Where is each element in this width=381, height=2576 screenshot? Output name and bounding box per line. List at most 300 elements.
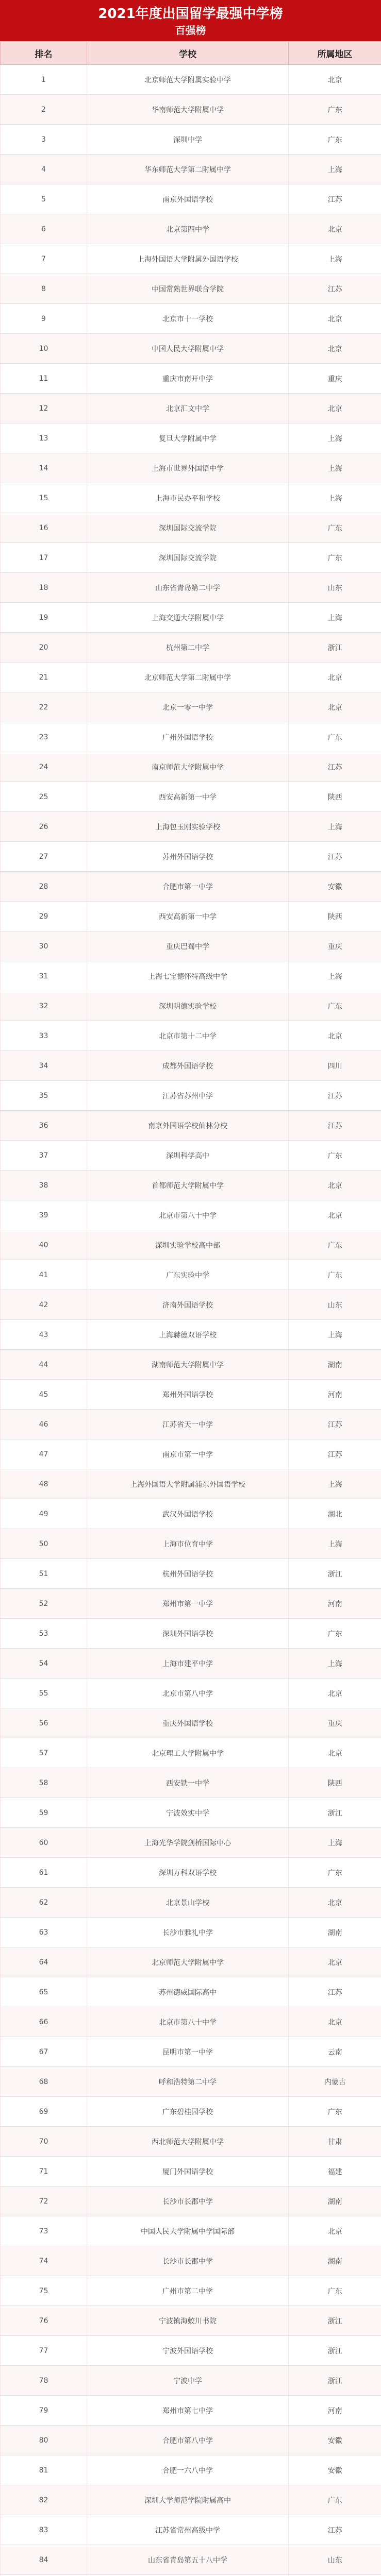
table-row bbox=[1, 1738, 381, 1768]
table-row bbox=[1, 782, 381, 812]
rank-cell: 50 bbox=[1, 1529, 87, 1559]
table-row bbox=[1, 1320, 381, 1350]
table-row bbox=[1, 1081, 381, 1111]
school-cell: 济南外国语学校 bbox=[87, 1290, 289, 1320]
table-row bbox=[1, 1947, 381, 1977]
rank-cell: 31 bbox=[1, 961, 87, 991]
school-cell: 上海赫德双语学校 bbox=[87, 1320, 289, 1350]
region-cell: 安徽 bbox=[289, 872, 381, 902]
table-row bbox=[1, 1380, 381, 1410]
region-cell: 广东 bbox=[289, 543, 381, 573]
rank-cell: 61 bbox=[1, 1858, 87, 1888]
region-cell: 陕西 bbox=[289, 1768, 381, 1798]
region-cell: 北京 bbox=[289, 1947, 381, 1977]
region-cell: 北京 bbox=[289, 65, 381, 95]
school-cell: 厦门外国语学校 bbox=[87, 2157, 289, 2187]
table-row bbox=[1, 364, 381, 394]
rank-cell: 3 bbox=[1, 125, 87, 155]
school-cell: 首都师范大学附属中学 bbox=[87, 1171, 289, 1200]
region-cell: 江苏 bbox=[289, 842, 381, 872]
school-cell: 上海交通大学附属中学 bbox=[87, 603, 289, 633]
table-row bbox=[1, 1200, 381, 1230]
region-cell: 安徽 bbox=[289, 2455, 381, 2485]
table-row bbox=[1, 603, 381, 633]
school-cell: 宁波镇海蛟川书院 bbox=[87, 2306, 289, 2336]
region-cell: 北京 bbox=[289, 394, 381, 423]
table-header-row bbox=[1, 42, 381, 65]
rank-cell: 65 bbox=[1, 1977, 87, 2007]
school-cell: 苏州德威国际高中 bbox=[87, 1977, 289, 2007]
rank-cell: 5 bbox=[1, 184, 87, 214]
school-cell: 合肥一六八中学 bbox=[87, 2455, 289, 2485]
table-row bbox=[1, 991, 381, 1021]
rank-cell: 56 bbox=[1, 1708, 87, 1738]
rank-cell: 70 bbox=[1, 2127, 87, 2157]
rank-cell: 12 bbox=[1, 394, 87, 423]
table-row bbox=[1, 663, 381, 692]
page-title: 2021年度出国留学最强中学榜 bbox=[98, 6, 283, 22]
table-row bbox=[1, 1529, 381, 1559]
table-row bbox=[1, 2246, 381, 2276]
school-cell: 北京市第十二中学 bbox=[87, 1021, 289, 1051]
table-row bbox=[1, 513, 381, 543]
rank-cell: 42 bbox=[1, 1290, 87, 1320]
table-row bbox=[1, 2127, 381, 2157]
rank-cell: 43 bbox=[1, 1320, 87, 1350]
school-cell: 广州市第二中学 bbox=[87, 2276, 289, 2306]
school-cell: 郑州市第一中学 bbox=[87, 1589, 289, 1619]
region-cell: 广东 bbox=[289, 2097, 381, 2127]
rank-cell: 71 bbox=[1, 2157, 87, 2187]
table-row bbox=[1, 1589, 381, 1619]
region-cell: 浙江 bbox=[289, 633, 381, 663]
rank-cell: 35 bbox=[1, 1081, 87, 1111]
rank-cell: 72 bbox=[1, 2187, 87, 2216]
table-row bbox=[1, 214, 381, 244]
rank-cell: 81 bbox=[1, 2455, 87, 2485]
school-cell: 西安高新第一中学 bbox=[87, 902, 289, 931]
table-row bbox=[1, 1439, 381, 1469]
table-row bbox=[1, 752, 381, 782]
rank-cell: 18 bbox=[1, 573, 87, 603]
region-cell: 北京 bbox=[289, 692, 381, 722]
region-cell: 北京 bbox=[289, 214, 381, 244]
school-cell: 北京市第八中学 bbox=[87, 1679, 289, 1708]
rank-cell: 44 bbox=[1, 1350, 87, 1380]
region-cell: 上海 bbox=[289, 1529, 381, 1559]
table-row bbox=[1, 1051, 381, 1081]
region-cell: 上海 bbox=[289, 603, 381, 633]
school-cell: 成都外国语学校 bbox=[87, 1051, 289, 1081]
table-row bbox=[1, 1708, 381, 1738]
school-cell: 北京一零一中学 bbox=[87, 692, 289, 722]
rank-cell: 32 bbox=[1, 991, 87, 1021]
region-cell: 上海 bbox=[289, 483, 381, 513]
table-row bbox=[1, 2216, 381, 2246]
school-cell: 武汉外国语学校 bbox=[87, 1499, 289, 1529]
table-row bbox=[1, 722, 381, 752]
region-cell: 浙江 bbox=[289, 2306, 381, 2336]
table-row bbox=[1, 1469, 381, 1499]
region-cell: 广东 bbox=[289, 2276, 381, 2306]
school-cell: 呼和浩特第二中学 bbox=[87, 2067, 289, 2097]
rank-cell: 84 bbox=[1, 2545, 87, 2575]
school-cell: 西北师范大学附属中学 bbox=[87, 2127, 289, 2157]
school-cell: 上海光华学院剑桥国际中心 bbox=[87, 1828, 289, 1858]
table-row bbox=[1, 2007, 381, 2037]
school-cell: 西安铁一中学 bbox=[87, 1768, 289, 1798]
school-cell: 重庆外国语学校 bbox=[87, 1708, 289, 1738]
table-row bbox=[1, 65, 381, 95]
region-cell: 广东 bbox=[289, 95, 381, 125]
school-cell: 江苏省常州高级中学 bbox=[87, 2515, 289, 2545]
school-cell: 上海市民办平和学校 bbox=[87, 483, 289, 513]
rank-cell: 73 bbox=[1, 2216, 87, 2246]
rank-cell: 11 bbox=[1, 364, 87, 394]
school-cell: 上海外国语大学附属浦东外国语学校 bbox=[87, 1469, 289, 1499]
region-cell: 广东 bbox=[289, 1141, 381, 1171]
school-cell: 复旦大学附属中学 bbox=[87, 423, 289, 453]
rank-cell: 25 bbox=[1, 782, 87, 812]
table-row bbox=[1, 2545, 381, 2575]
table-row bbox=[1, 1410, 381, 1439]
header-region: 所属地区 bbox=[289, 42, 381, 65]
rank-cell: 68 bbox=[1, 2067, 87, 2097]
rank-cell: 22 bbox=[1, 692, 87, 722]
rank-cell: 52 bbox=[1, 1589, 87, 1619]
school-cell: 昆明市第一中学 bbox=[87, 2037, 289, 2067]
rank-cell: 7 bbox=[1, 244, 87, 274]
region-cell: 北京 bbox=[289, 1738, 381, 1768]
table-row bbox=[1, 2336, 381, 2366]
school-cell: 山东省青岛第五十八中学 bbox=[87, 2545, 289, 2575]
rank-cell: 17 bbox=[1, 543, 87, 573]
table-row bbox=[1, 633, 381, 663]
rank-cell: 33 bbox=[1, 1021, 87, 1051]
rank-cell: 69 bbox=[1, 2097, 87, 2127]
header-rank: 排名 bbox=[1, 42, 87, 65]
school-cell: 杭州外国语学校 bbox=[87, 1559, 289, 1589]
rank-cell: 8 bbox=[1, 274, 87, 304]
rank-cell: 82 bbox=[1, 2485, 87, 2515]
school-cell: 合肥市第一中学 bbox=[87, 872, 289, 902]
rank-cell: 46 bbox=[1, 1410, 87, 1439]
region-cell: 陕西 bbox=[289, 902, 381, 931]
table-row bbox=[1, 2037, 381, 2067]
rank-cell: 49 bbox=[1, 1499, 87, 1529]
rank-cell: 59 bbox=[1, 1798, 87, 1828]
rank-cell: 27 bbox=[1, 842, 87, 872]
region-cell: 浙江 bbox=[289, 2336, 381, 2366]
table-row bbox=[1, 125, 381, 155]
region-cell: 江苏 bbox=[289, 1081, 381, 1111]
region-cell: 江苏 bbox=[289, 1111, 381, 1141]
table-row bbox=[1, 155, 381, 184]
school-cell: 中国人民大学附属中学国际部 bbox=[87, 2216, 289, 2246]
region-cell: 河南 bbox=[289, 2396, 381, 2426]
region-cell: 湖南 bbox=[289, 2246, 381, 2276]
school-cell: 宁波效实中学 bbox=[87, 1798, 289, 1828]
title-banner bbox=[0, 0, 381, 41]
table-row bbox=[1, 244, 381, 274]
table-row bbox=[1, 872, 381, 902]
rank-cell: 57 bbox=[1, 1738, 87, 1768]
school-cell: 深圳国际交流学院 bbox=[87, 543, 289, 573]
table-row bbox=[1, 304, 381, 334]
school-cell: 重庆巴蜀中学 bbox=[87, 931, 289, 961]
region-cell: 北京 bbox=[289, 663, 381, 692]
region-cell: 广东 bbox=[289, 1230, 381, 1260]
school-cell: 南京师范大学附属中学 bbox=[87, 752, 289, 782]
region-cell: 重庆 bbox=[289, 364, 381, 394]
region-cell: 江苏 bbox=[289, 274, 381, 304]
table-row bbox=[1, 1858, 381, 1888]
table-row bbox=[1, 1260, 381, 1290]
rank-cell: 30 bbox=[1, 931, 87, 961]
region-cell: 陕西 bbox=[289, 782, 381, 812]
school-cell: 中国人民大学附属中学 bbox=[87, 334, 289, 364]
school-cell: 北京师范大学第二附属中学 bbox=[87, 663, 289, 692]
rank-cell: 47 bbox=[1, 1439, 87, 1469]
region-cell: 北京 bbox=[289, 1021, 381, 1051]
table-row bbox=[1, 2187, 381, 2216]
region-cell: 北京 bbox=[289, 1171, 381, 1200]
school-cell: 南京市第一中学 bbox=[87, 1439, 289, 1469]
rank-cell: 53 bbox=[1, 1619, 87, 1649]
rank-cell: 67 bbox=[1, 2037, 87, 2067]
table-row bbox=[1, 543, 381, 573]
region-cell: 广东 bbox=[289, 1619, 381, 1649]
school-cell: 长沙市雅礼中学 bbox=[87, 1918, 289, 1947]
school-cell: 上海市建平中学 bbox=[87, 1649, 289, 1679]
school-cell: 南京外国语学校仙林分校 bbox=[87, 1111, 289, 1141]
table-row bbox=[1, 1021, 381, 1051]
region-cell: 上海 bbox=[289, 961, 381, 991]
table-row bbox=[1, 2515, 381, 2545]
table-row bbox=[1, 2455, 381, 2485]
region-cell: 山东 bbox=[289, 1290, 381, 1320]
table-row bbox=[1, 2396, 381, 2426]
region-cell: 北京 bbox=[289, 1200, 381, 1230]
table-row bbox=[1, 334, 381, 364]
region-cell: 广东 bbox=[289, 1260, 381, 1290]
table-row bbox=[1, 902, 381, 931]
rank-cell: 34 bbox=[1, 1051, 87, 1081]
region-cell: 上海 bbox=[289, 244, 381, 274]
table-row bbox=[1, 1111, 381, 1141]
region-cell: 福建 bbox=[289, 2157, 381, 2187]
school-cell: 广东实验中学 bbox=[87, 1260, 289, 1290]
school-cell: 深圳中学 bbox=[87, 125, 289, 155]
table-row bbox=[1, 1171, 381, 1200]
table-row bbox=[1, 95, 381, 125]
rank-cell: 4 bbox=[1, 155, 87, 184]
rank-cell: 41 bbox=[1, 1260, 87, 1290]
table-row bbox=[1, 483, 381, 513]
region-cell: 上海 bbox=[289, 1828, 381, 1858]
school-cell: 北京市第八十中学 bbox=[87, 2007, 289, 2037]
school-cell: 上海市世界外国语中学 bbox=[87, 453, 289, 483]
rank-cell: 62 bbox=[1, 1888, 87, 1918]
region-cell: 江苏 bbox=[289, 1977, 381, 2007]
school-cell: 南京外国语学校 bbox=[87, 184, 289, 214]
table-row bbox=[1, 1977, 381, 2007]
region-cell: 北京 bbox=[289, 1679, 381, 1708]
region-cell: 湖北 bbox=[289, 1499, 381, 1529]
school-cell: 西安高新第一中学 bbox=[87, 782, 289, 812]
rank-cell: 83 bbox=[1, 2515, 87, 2545]
school-cell: 北京景山学校 bbox=[87, 1888, 289, 1918]
table-row bbox=[1, 453, 381, 483]
region-cell: 广东 bbox=[289, 125, 381, 155]
school-cell: 宁波外国语学校 bbox=[87, 2336, 289, 2366]
school-cell: 长沙市长郡中学 bbox=[87, 2246, 289, 2276]
table-row bbox=[1, 1559, 381, 1589]
school-cell: 深圳国际交流学院 bbox=[87, 513, 289, 543]
region-cell: 河南 bbox=[289, 1589, 381, 1619]
rank-cell: 39 bbox=[1, 1200, 87, 1230]
table-row bbox=[1, 423, 381, 453]
school-cell: 北京师范大学附属中学 bbox=[87, 1947, 289, 1977]
school-cell: 深圳外国语学校 bbox=[87, 1619, 289, 1649]
school-cell: 上海七宝德怀特高级中学 bbox=[87, 961, 289, 991]
region-cell: 湖南 bbox=[289, 1350, 381, 1380]
region-cell: 江苏 bbox=[289, 1439, 381, 1469]
rank-cell: 15 bbox=[1, 483, 87, 513]
region-cell: 云南 bbox=[289, 2037, 381, 2067]
table-row bbox=[1, 1350, 381, 1380]
region-cell: 广东 bbox=[289, 2485, 381, 2515]
region-cell: 江苏 bbox=[289, 752, 381, 782]
table-row bbox=[1, 184, 381, 214]
rank-cell: 10 bbox=[1, 334, 87, 364]
table-row bbox=[1, 1230, 381, 1260]
rank-cell: 76 bbox=[1, 2306, 87, 2336]
table-row bbox=[1, 1649, 381, 1679]
region-cell: 江苏 bbox=[289, 184, 381, 214]
region-cell: 安徽 bbox=[289, 2426, 381, 2455]
region-cell: 北京 bbox=[289, 2216, 381, 2246]
rank-cell: 23 bbox=[1, 722, 87, 752]
school-cell: 江苏省天一中学 bbox=[87, 1410, 289, 1439]
region-cell: 广东 bbox=[289, 1858, 381, 1888]
rank-cell: 58 bbox=[1, 1768, 87, 1798]
table-row bbox=[1, 394, 381, 423]
school-cell: 深圳实验学校高中部 bbox=[87, 1230, 289, 1260]
region-cell: 北京 bbox=[289, 1888, 381, 1918]
school-cell: 杭州第二中学 bbox=[87, 633, 289, 663]
table-row bbox=[1, 1290, 381, 1320]
region-cell: 浙江 bbox=[289, 2366, 381, 2396]
school-cell: 北京第四中学 bbox=[87, 214, 289, 244]
table-row bbox=[1, 1768, 381, 1798]
school-cell: 中国常熟世界联合学院 bbox=[87, 274, 289, 304]
school-cell: 宁波中学 bbox=[87, 2366, 289, 2396]
rank-cell: 6 bbox=[1, 214, 87, 244]
rank-cell: 78 bbox=[1, 2366, 87, 2396]
school-cell: 郑州市第七中学 bbox=[87, 2396, 289, 2426]
rank-cell: 80 bbox=[1, 2426, 87, 2455]
table-row bbox=[1, 1888, 381, 1918]
table-row bbox=[1, 1141, 381, 1171]
table-row bbox=[1, 2366, 381, 2396]
rank-cell: 14 bbox=[1, 453, 87, 483]
school-cell: 上海包玉刚实验学校 bbox=[87, 812, 289, 842]
school-cell: 深圳明德实验学校 bbox=[87, 991, 289, 1021]
region-cell: 广东 bbox=[289, 722, 381, 752]
region-cell: 重庆 bbox=[289, 931, 381, 961]
table-row bbox=[1, 1798, 381, 1828]
school-cell: 华东师范大学第二附属中学 bbox=[87, 155, 289, 184]
rank-cell: 54 bbox=[1, 1649, 87, 1679]
rank-cell: 20 bbox=[1, 633, 87, 663]
table-row bbox=[1, 1499, 381, 1529]
school-cell: 上海外国语大学附属外国语学校 bbox=[87, 244, 289, 274]
school-cell: 重庆市南开中学 bbox=[87, 364, 289, 394]
region-cell: 上海 bbox=[289, 1649, 381, 1679]
table-row bbox=[1, 573, 381, 603]
rank-cell: 48 bbox=[1, 1469, 87, 1499]
school-cell: 深圳科学高中 bbox=[87, 1141, 289, 1171]
rank-cell: 60 bbox=[1, 1828, 87, 1858]
rank-cell: 29 bbox=[1, 902, 87, 931]
rank-cell: 1 bbox=[1, 65, 87, 95]
school-cell: 深圳万科双语学校 bbox=[87, 1858, 289, 1888]
table-row bbox=[1, 1619, 381, 1649]
rank-cell: 19 bbox=[1, 603, 87, 633]
region-cell: 广东 bbox=[289, 513, 381, 543]
rank-cell: 37 bbox=[1, 1141, 87, 1171]
table-row bbox=[1, 2485, 381, 2515]
table-row bbox=[1, 2097, 381, 2127]
ranking-table bbox=[0, 41, 381, 2576]
table-row bbox=[1, 961, 381, 991]
region-cell: 湖南 bbox=[289, 1918, 381, 1947]
region-cell: 江苏 bbox=[289, 2515, 381, 2545]
rank-cell: 64 bbox=[1, 1947, 87, 1977]
rank-cell: 26 bbox=[1, 812, 87, 842]
region-cell: 上海 bbox=[289, 1320, 381, 1350]
school-cell: 北京汇文中学 bbox=[87, 394, 289, 423]
rank-cell: 66 bbox=[1, 2007, 87, 2037]
table-row bbox=[1, 274, 381, 304]
table-body bbox=[1, 65, 381, 2576]
region-cell: 北京 bbox=[289, 2007, 381, 2037]
region-cell: 上海 bbox=[289, 423, 381, 453]
school-cell: 广州外国语学校 bbox=[87, 722, 289, 752]
region-cell: 江苏 bbox=[289, 1410, 381, 1439]
rank-cell: 74 bbox=[1, 2246, 87, 2276]
school-cell: 湖南师范大学附属中学 bbox=[87, 1350, 289, 1380]
rank-cell: 9 bbox=[1, 304, 87, 334]
rank-cell: 16 bbox=[1, 513, 87, 543]
school-cell: 华南师范大学附属中学 bbox=[87, 95, 289, 125]
rank-cell: 55 bbox=[1, 1679, 87, 1708]
region-cell: 北京 bbox=[289, 304, 381, 334]
school-cell: 山东省青岛第二中学 bbox=[87, 573, 289, 603]
school-cell: 合肥市第八中学 bbox=[87, 2426, 289, 2455]
region-cell: 河南 bbox=[289, 1380, 381, 1410]
region-cell: 山东 bbox=[289, 2545, 381, 2575]
school-cell: 广东碧桂园学校 bbox=[87, 2097, 289, 2127]
region-cell: 上海 bbox=[289, 155, 381, 184]
region-cell: 山东 bbox=[289, 573, 381, 603]
table-row bbox=[1, 842, 381, 872]
table-row bbox=[1, 812, 381, 842]
rank-cell: 38 bbox=[1, 1171, 87, 1200]
rank-cell: 77 bbox=[1, 2336, 87, 2366]
region-cell: 广东 bbox=[289, 991, 381, 1021]
